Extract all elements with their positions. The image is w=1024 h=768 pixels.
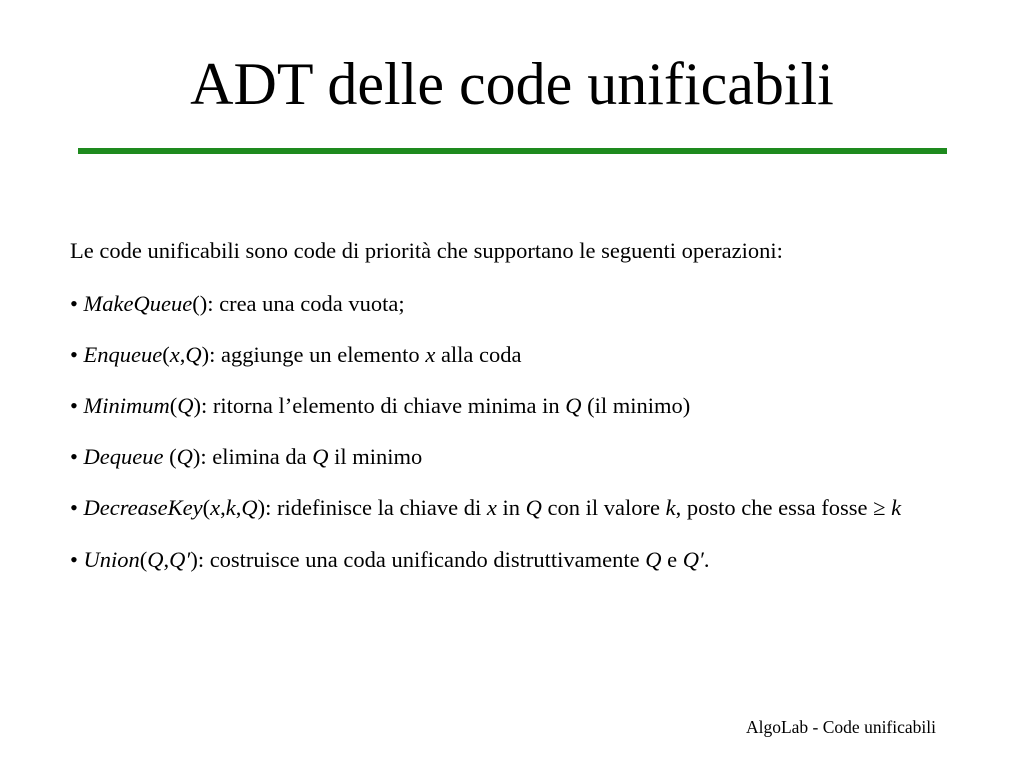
op-name: Minimum	[83, 393, 170, 418]
footer-text: AlgoLab - Code unificabili	[745, 717, 936, 737]
title-underline	[78, 148, 947, 154]
bullet: •	[70, 342, 78, 367]
op-name: DecreaseKey	[83, 495, 203, 520]
op-name: Enqueue	[83, 342, 163, 367]
list-item-decreasekey: • DecreaseKey(x,k,Q): ridefinisce la chiave di x in Q con il valore k, posto che essa fosse ≥ k	[70, 495, 902, 520]
list-item-makequeue: • MakeQueue(): crea una coda vuota;	[70, 291, 405, 316]
op-name: Union	[83, 547, 140, 572]
intro-text: Le code unificabili sono code di priorità che supportano le seguenti operazioni:	[70, 238, 783, 263]
bullet: •	[70, 393, 78, 418]
list-item-enqueue: • Enqueue(x,Q): aggiunge un elemento x alla coda	[70, 342, 522, 367]
list-item-dequeue: • Dequeue (Q): elimina da Q il minimo	[70, 444, 423, 469]
bullet: •	[70, 547, 78, 572]
op-name: MakeQueue	[83, 291, 193, 316]
bullet: •	[70, 291, 78, 316]
op-name: Dequeue	[83, 444, 164, 469]
bullet: •	[70, 444, 78, 469]
list-item-union: • Union(Q,Q′): costruisce una coda unificando distruttivamente Q e Q′.	[70, 547, 710, 572]
list-item-minimum: • Minimum(Q): ritorna l’elemento di chiave minima in Q (il minimo)	[70, 393, 691, 418]
bullet: •	[70, 495, 78, 520]
slide-body	[70, 236, 980, 596]
slide-title: ADT delle code unificabili	[190, 51, 834, 117]
